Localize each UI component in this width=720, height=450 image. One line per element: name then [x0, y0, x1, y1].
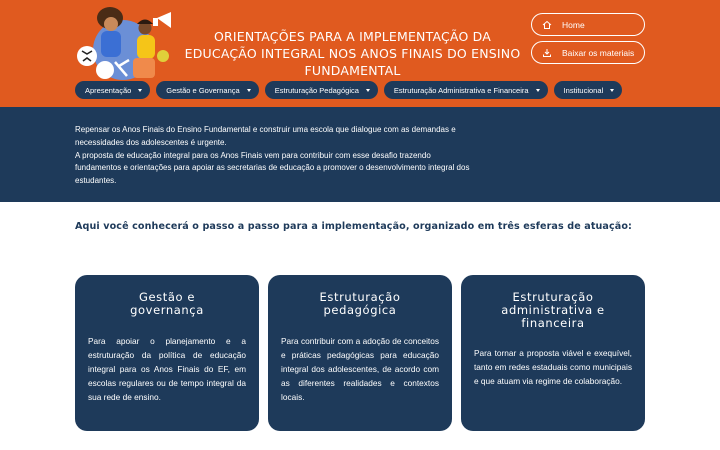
download-icon — [542, 48, 552, 58]
card-estruturacao-administrativa[interactable] — [461, 275, 645, 431]
nav-item-label: Estruturação Administrativa e Financeira — [393, 85, 529, 95]
home-icon — [542, 20, 552, 30]
card-gestao-governanca[interactable] — [75, 275, 259, 431]
intro-section — [0, 107, 720, 202]
intro-paragraph-1: Repensar os Anos Finais do Ensino Fundamental e construir uma escola que dialogue com as demandas e necessidades dos adolescentes é urgente. — [75, 125, 456, 147]
chevron-down-icon — [138, 89, 142, 92]
section-subtitle: Aqui você conhecerá o passo a passo para a implementação, organizado em três esferas de atuação: — [75, 221, 632, 232]
students-illustration — [75, 4, 175, 84]
nav-item-label: Gestão e Governança — [166, 85, 240, 95]
home-button-label: Home — [562, 19, 585, 30]
nav-item-label: Apresentação — [85, 85, 132, 95]
chevron-down-icon — [610, 89, 614, 92]
download-button-label: Baixar os materiais — [562, 47, 635, 58]
nav-item-estruturacao-administrativa[interactable] — [384, 81, 548, 99]
intro-paragraph-2: A proposta de educação integral para os Anos Finais vem para contribuir com esse desafio trazendo fundamentos e orientações para apoiar as secretarias de educação a promover o desenvolvimento integral dos estudantes. — [75, 150, 470, 186]
card-text: Para contribuir com a adoção de conceitos e práticas pedagógicas para educação integral dos adolescentes, de acordo com as diferentes realidades e contextos locais. — [281, 336, 439, 402]
page-title: ORIENTAÇÕES PARA A IMPLEMENTAÇÃO DA EDUCAÇÃO INTEGRAL NOS ANOS FINAIS DO ENSINO FUNDAMENTAL — [184, 29, 521, 78]
header — [0, 0, 720, 107]
nav-item-label: Institucional — [563, 85, 604, 95]
main-nav — [75, 81, 622, 99]
card-text: Para tornar a proposta viável e exequível, tanto em redes estaduais como municipais e que atuam via regime de colaboração. — [474, 348, 632, 386]
card-text: Para apoiar o planejamento e a estruturação da política de educação integral para os Anos Finais do EF, em escolas regulares ou de tempo integral da sua rede de ensino. — [88, 336, 246, 402]
nav-item-institucional[interactable] — [554, 81, 623, 99]
nav-item-gestao-governanca[interactable] — [156, 81, 258, 99]
card-title: Gestão e governança — [130, 290, 204, 317]
card-estruturacao-pedagogica[interactable] — [268, 275, 452, 431]
card-title: Estruturação pedagógica — [319, 290, 401, 317]
chevron-down-icon — [536, 89, 540, 92]
nav-item-apresentacao[interactable] — [75, 81, 150, 99]
download-materials-button[interactable] — [531, 41, 645, 64]
home-button[interactable] — [531, 13, 645, 36]
nav-item-label: Estruturação Pedagógica — [274, 85, 359, 95]
chevron-down-icon — [247, 89, 251, 92]
card-title: Estruturação administrativa e financeira — [501, 290, 605, 330]
nav-item-estruturacao-pedagogica[interactable] — [265, 81, 378, 99]
intro-text — [75, 124, 475, 188]
chevron-down-icon — [366, 89, 370, 92]
